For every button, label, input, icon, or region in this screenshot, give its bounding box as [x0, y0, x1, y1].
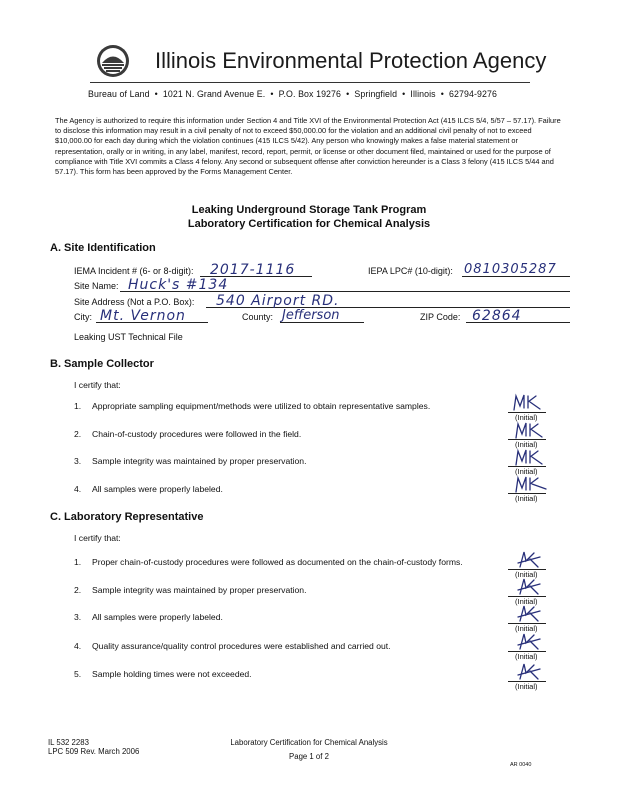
collector-initial-signature: [512, 420, 548, 440]
lab-certify-label: I certify that:: [74, 533, 121, 543]
collector-certify-label: I certify that:: [74, 380, 121, 390]
lab-item: 2. Sample integrity was maintained by proper preservation.: [74, 585, 307, 595]
incident-value: 2017-1116: [210, 262, 296, 278]
lab-item: 3. All samples were properly labeled.: [74, 612, 223, 622]
agency-address: Bureau of Land • 1021 N. Grand Avenue E. • P.O. Box 19276 • Springfield • Illinois • 62794-9276: [88, 89, 497, 99]
zip-field[interactable]: [466, 310, 570, 323]
initial-label: (Initial): [515, 682, 538, 691]
footer-title: Laboratory Certification for Chemical Analysis: [230, 738, 388, 747]
section-c-heading: C. Laboratory Representative: [50, 511, 204, 523]
lpc-field[interactable]: [462, 264, 570, 277]
lab-initial-signature: [514, 603, 550, 623]
agency-title: Illinois Environmental Protection Agency: [155, 48, 547, 73]
site-name-field[interactable]: [120, 279, 570, 292]
city-value: Mt. Vernon: [100, 308, 186, 324]
zip-value: 62864: [472, 308, 522, 324]
collector-item: 1. Appropriate sampling equipment/methods were utilized to obtain representative samples.: [74, 401, 431, 411]
site-address-field[interactable]: [206, 295, 570, 308]
form-id: IL 532 2283: [48, 738, 89, 747]
site-address-label: Site Address (Not a P.O. Box):: [74, 297, 195, 307]
lab-initial-signature: [514, 549, 550, 569]
lab-initial-signature: [514, 631, 550, 651]
initial-label: (Initial): [515, 570, 538, 579]
initial-label: (Initial): [515, 652, 538, 661]
program-title: Leaking Underground Storage Tank Program: [191, 204, 427, 216]
collector-item: 2. Chain-of-custody procedures were followed in the field.: [74, 429, 302, 439]
site-name-value: Huck's #134: [128, 277, 229, 293]
county-value: Jefferson: [282, 308, 340, 323]
archive-stamp: AR 0040: [510, 762, 532, 768]
collector-initial-signature: [512, 447, 548, 467]
collector-initial-signature: [510, 392, 546, 412]
initial-label: (Initial): [515, 440, 538, 449]
initial-label: (Initial): [515, 624, 538, 633]
site-address-value: 540 Airport RD.: [216, 293, 340, 309]
site-name-label: Site Name:: [74, 281, 119, 291]
county-label: County:: [242, 312, 274, 322]
incident-field[interactable]: [200, 264, 312, 277]
page-number: Page 1 of 2: [289, 752, 329, 761]
initial-label: (Initial): [515, 597, 538, 606]
section-b-heading: B. Sample Collector: [50, 358, 154, 370]
lpc-value: 0810305287: [464, 262, 557, 277]
form-title: Laboratory Certification for Chemical Analysis: [187, 218, 431, 230]
county-field[interactable]: [280, 310, 364, 323]
lab-item: 5. Sample holding times were not exceeded.: [74, 669, 252, 679]
lab-initial-signature: [514, 576, 550, 596]
zip-label: ZIP Code:: [420, 312, 461, 322]
lab-item: 1. Proper chain-of-custody procedures were followed as documented on the chain-of-custody forms.: [74, 557, 463, 567]
lpc-label: IEPA LPC# (10-digit):: [368, 266, 453, 276]
collector-item: 3. Sample integrity was maintained by proper preservation.: [74, 456, 307, 466]
lab-item: 4. Quality assurance/quality control procedures were established and carried out.: [74, 641, 391, 651]
collector-initial-signature: [512, 474, 548, 494]
lab-initial-signature: [514, 661, 550, 681]
legal-notice: The Agency is authorized to require this information under Section 4 and Title XVI of the Environmental Protection Act (415 ILCS 5/4, 5/57 – 57.17). Failure to disclose this information may result in a civil penalty of not to exceed $50,000.00 for the violation and an additional civil penalty of not to exceed $10,000.00 for each day during which the violation continues (415 ILCS 5/42). Any person who knowingly makes a false material statement or representation, orally or in writing, in any label, manifest, record, report, permit, or license or other document filed, maintained or used for the purpose of compliance with Title XVI commits a Class 4 felony. Any second or subsequent offense after conviction hereunder is a Class 3 felony (415 ILCS 5/44 and 57.17). This form has been approved by the Forms Management Center.: [55, 116, 561, 177]
section-a-heading: A. Site Identification: [50, 242, 156, 254]
header-divider: [90, 82, 530, 83]
city-field[interactable]: [96, 310, 208, 323]
technical-file-label: Leaking UST Technical File: [74, 332, 183, 342]
initial-label: (Initial): [515, 467, 538, 476]
city-label: City:: [74, 312, 92, 322]
agency-seal-icon: [96, 44, 130, 78]
collector-item: 4. All samples were properly labeled.: [74, 484, 223, 494]
initial-label: (Initial): [515, 413, 538, 422]
initial-label: (Initial): [515, 494, 538, 503]
form-revision: LPC 509 Rev. March 2006: [48, 747, 140, 756]
incident-label: IEMA Incident # (6- or 8-digit):: [74, 266, 194, 276]
